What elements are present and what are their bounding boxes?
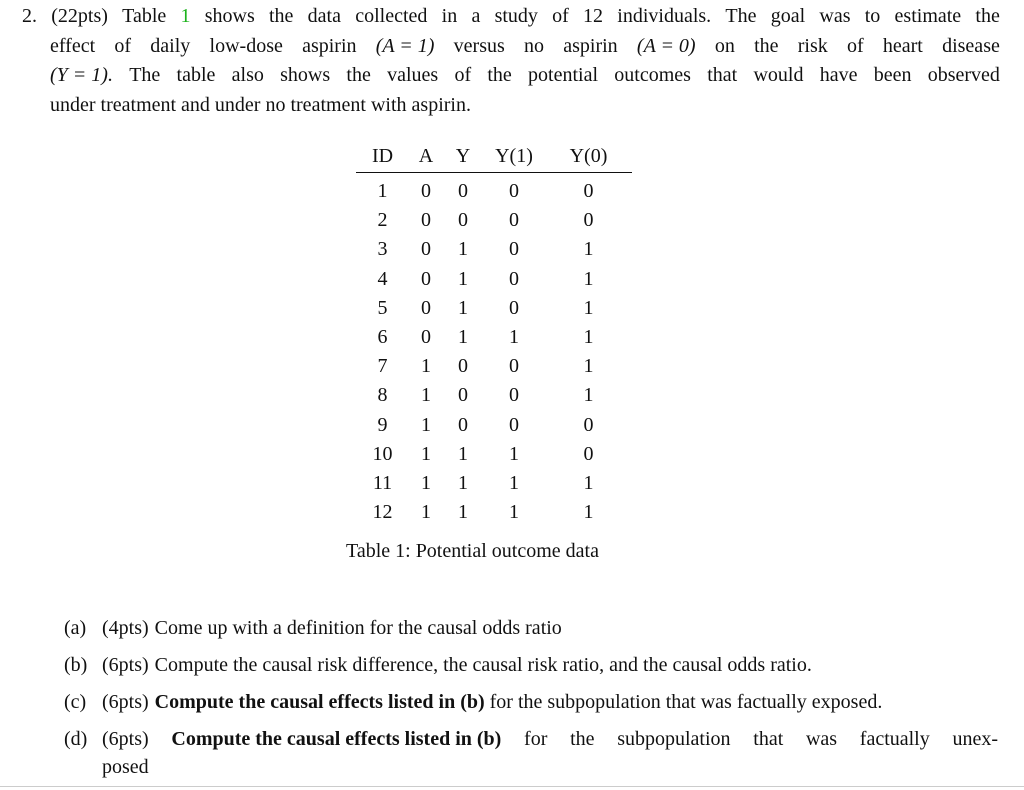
cell-y0: 1 [583, 238, 594, 261]
cell-a: 0 [421, 326, 431, 349]
cell-y0: 1 [583, 267, 594, 290]
header-a: A [409, 140, 443, 173]
cell-a: 0 [421, 238, 431, 261]
part-points: (6pts) [102, 728, 149, 750]
cell-id: 10 [372, 442, 393, 465]
cell-y1: 0 [509, 413, 519, 436]
cell-id: 8 [377, 384, 388, 407]
math-a-equals-0: (A = 0) [636, 34, 696, 57]
part-a [64, 614, 998, 642]
table-row [356, 235, 632, 264]
cell-y: 1 [458, 296, 468, 319]
cell-y1: 1 [509, 326, 519, 349]
table-row [356, 265, 632, 294]
table-row [356, 206, 632, 235]
cell-id: 7 [377, 355, 388, 378]
math-y-equals-1: (Y = 1). [50, 64, 113, 86]
cell-y1: 0 [509, 209, 519, 232]
part-points: (4pts) [102, 617, 149, 639]
part-points: (6pts) [102, 654, 149, 676]
part-label: (c) [64, 691, 87, 713]
cell-y: 0 [458, 180, 468, 203]
cell-y: 1 [458, 326, 468, 349]
part-label: (a) [64, 617, 87, 639]
part-text: Compute the causal risk difference, the causal risk ratio, and the causal odds ratio. [154, 654, 812, 676]
cell-id: 1 [377, 180, 388, 203]
math-a-equals-1: (A = 1) [375, 34, 435, 57]
part-text: for the subpopulation that was factually exposed. [489, 691, 883, 713]
table-row [356, 173, 632, 207]
cell-y0: 0 [583, 442, 594, 465]
cell-y0: 1 [583, 326, 594, 349]
cell-y1: 1 [509, 501, 519, 524]
cell-y0: 1 [583, 296, 594, 319]
cell-y: 1 [458, 267, 468, 290]
part-bold-text: Compute the causal effects listed in (b) [171, 728, 502, 750]
part-b [64, 651, 998, 679]
question-line-3: (Y = 1). The table also shows the values of the potential outcomes that would have been observed [22, 61, 1000, 91]
table-row [356, 381, 632, 410]
cell-y1: 0 [509, 296, 519, 319]
cell-a: 1 [421, 384, 431, 407]
cell-a: 0 [421, 267, 431, 290]
table-row [356, 323, 632, 352]
cell-y0: 1 [583, 355, 594, 378]
cell-id: 12 [372, 501, 393, 524]
cell-a: 0 [421, 180, 431, 203]
part-d-line-1: (6pts) Compute the causal effects listed in (b) for the subpopulation that was factually unex- [102, 725, 998, 753]
table-row [356, 352, 632, 381]
header-y: Y [443, 140, 483, 173]
part-c [64, 688, 998, 716]
part-label: (b) [64, 654, 88, 676]
cell-y: 0 [458, 384, 468, 407]
table-row [356, 294, 632, 323]
cell-y: 0 [458, 209, 468, 232]
cell-y1: 0 [509, 180, 519, 203]
page-bottom-divider [0, 786, 1024, 787]
part-d [64, 725, 998, 781]
cell-y1: 0 [509, 355, 519, 378]
cell-y: 1 [458, 501, 468, 524]
part-text: Come up with a definition for the causal odds ratio [154, 617, 562, 639]
cell-id: 4 [377, 267, 388, 290]
table-header-row [356, 140, 632, 173]
cell-y0: 0 [583, 413, 594, 436]
cell-id: 3 [377, 238, 388, 261]
cell-id: 9 [377, 413, 388, 436]
cell-y0: 1 [583, 501, 594, 524]
table-row [356, 411, 632, 440]
cell-y1: 1 [509, 442, 519, 465]
cell-id: 5 [377, 296, 388, 319]
question-line-4: under treatment and under no treatment with aspirin. [50, 93, 471, 116]
question-points: (22pts) [51, 5, 108, 27]
cell-y1: 0 [509, 384, 519, 407]
cell-a: 1 [421, 501, 431, 524]
cell-a: 1 [421, 471, 431, 494]
part-d-line-2: posed [102, 756, 149, 778]
question-2 [22, 2, 1000, 120]
part-bold-text: Compute the causal effects listed in (b) [154, 691, 485, 713]
cell-y0: 1 [583, 471, 594, 494]
cell-y: 0 [458, 355, 468, 378]
sub-questions [64, 614, 998, 790]
header-id: ID [356, 140, 409, 173]
cell-id: 11 [372, 471, 393, 494]
question-line-2: effect of daily low-dose aspirin (A = 1) versus no aspirin (A = 0) on the risk of heart disease [22, 32, 1000, 62]
cell-y1: 0 [509, 267, 519, 290]
cell-y: 0 [458, 413, 468, 436]
header-y1: Y(1) [483, 140, 545, 173]
cell-y0: 0 [583, 180, 594, 203]
cell-a: 1 [421, 442, 431, 465]
part-points: (6pts) [102, 691, 149, 713]
cell-y: 1 [458, 471, 468, 494]
cell-y: 1 [458, 238, 468, 261]
cell-a: 0 [421, 209, 431, 232]
cell-y0: 1 [583, 384, 594, 407]
question-number: 2. [22, 5, 37, 27]
table-row [356, 469, 632, 498]
table-caption: Table 1: Potential outcome data [346, 540, 599, 562]
cell-y: 1 [458, 442, 468, 465]
potential-outcome-table [356, 140, 632, 527]
cell-id: 2 [377, 209, 388, 232]
cell-y1: 0 [509, 238, 519, 261]
cell-a: 0 [421, 296, 431, 319]
cell-id: 6 [377, 326, 388, 349]
table-row [356, 498, 632, 527]
cell-a: 1 [421, 413, 431, 436]
cell-y0: 0 [583, 209, 594, 232]
part-label: (d) [64, 728, 88, 750]
cell-y1: 1 [509, 471, 519, 494]
table-reference-link[interactable]: 1 [180, 5, 191, 27]
question-line-1: 2. (22pts) Table 1 shows the data collected in a study of 12 individuals. The goal was to estimate the [22, 2, 1000, 32]
header-y0: Y(0) [545, 140, 632, 173]
table-row [356, 440, 632, 469]
cell-a: 1 [421, 355, 431, 378]
